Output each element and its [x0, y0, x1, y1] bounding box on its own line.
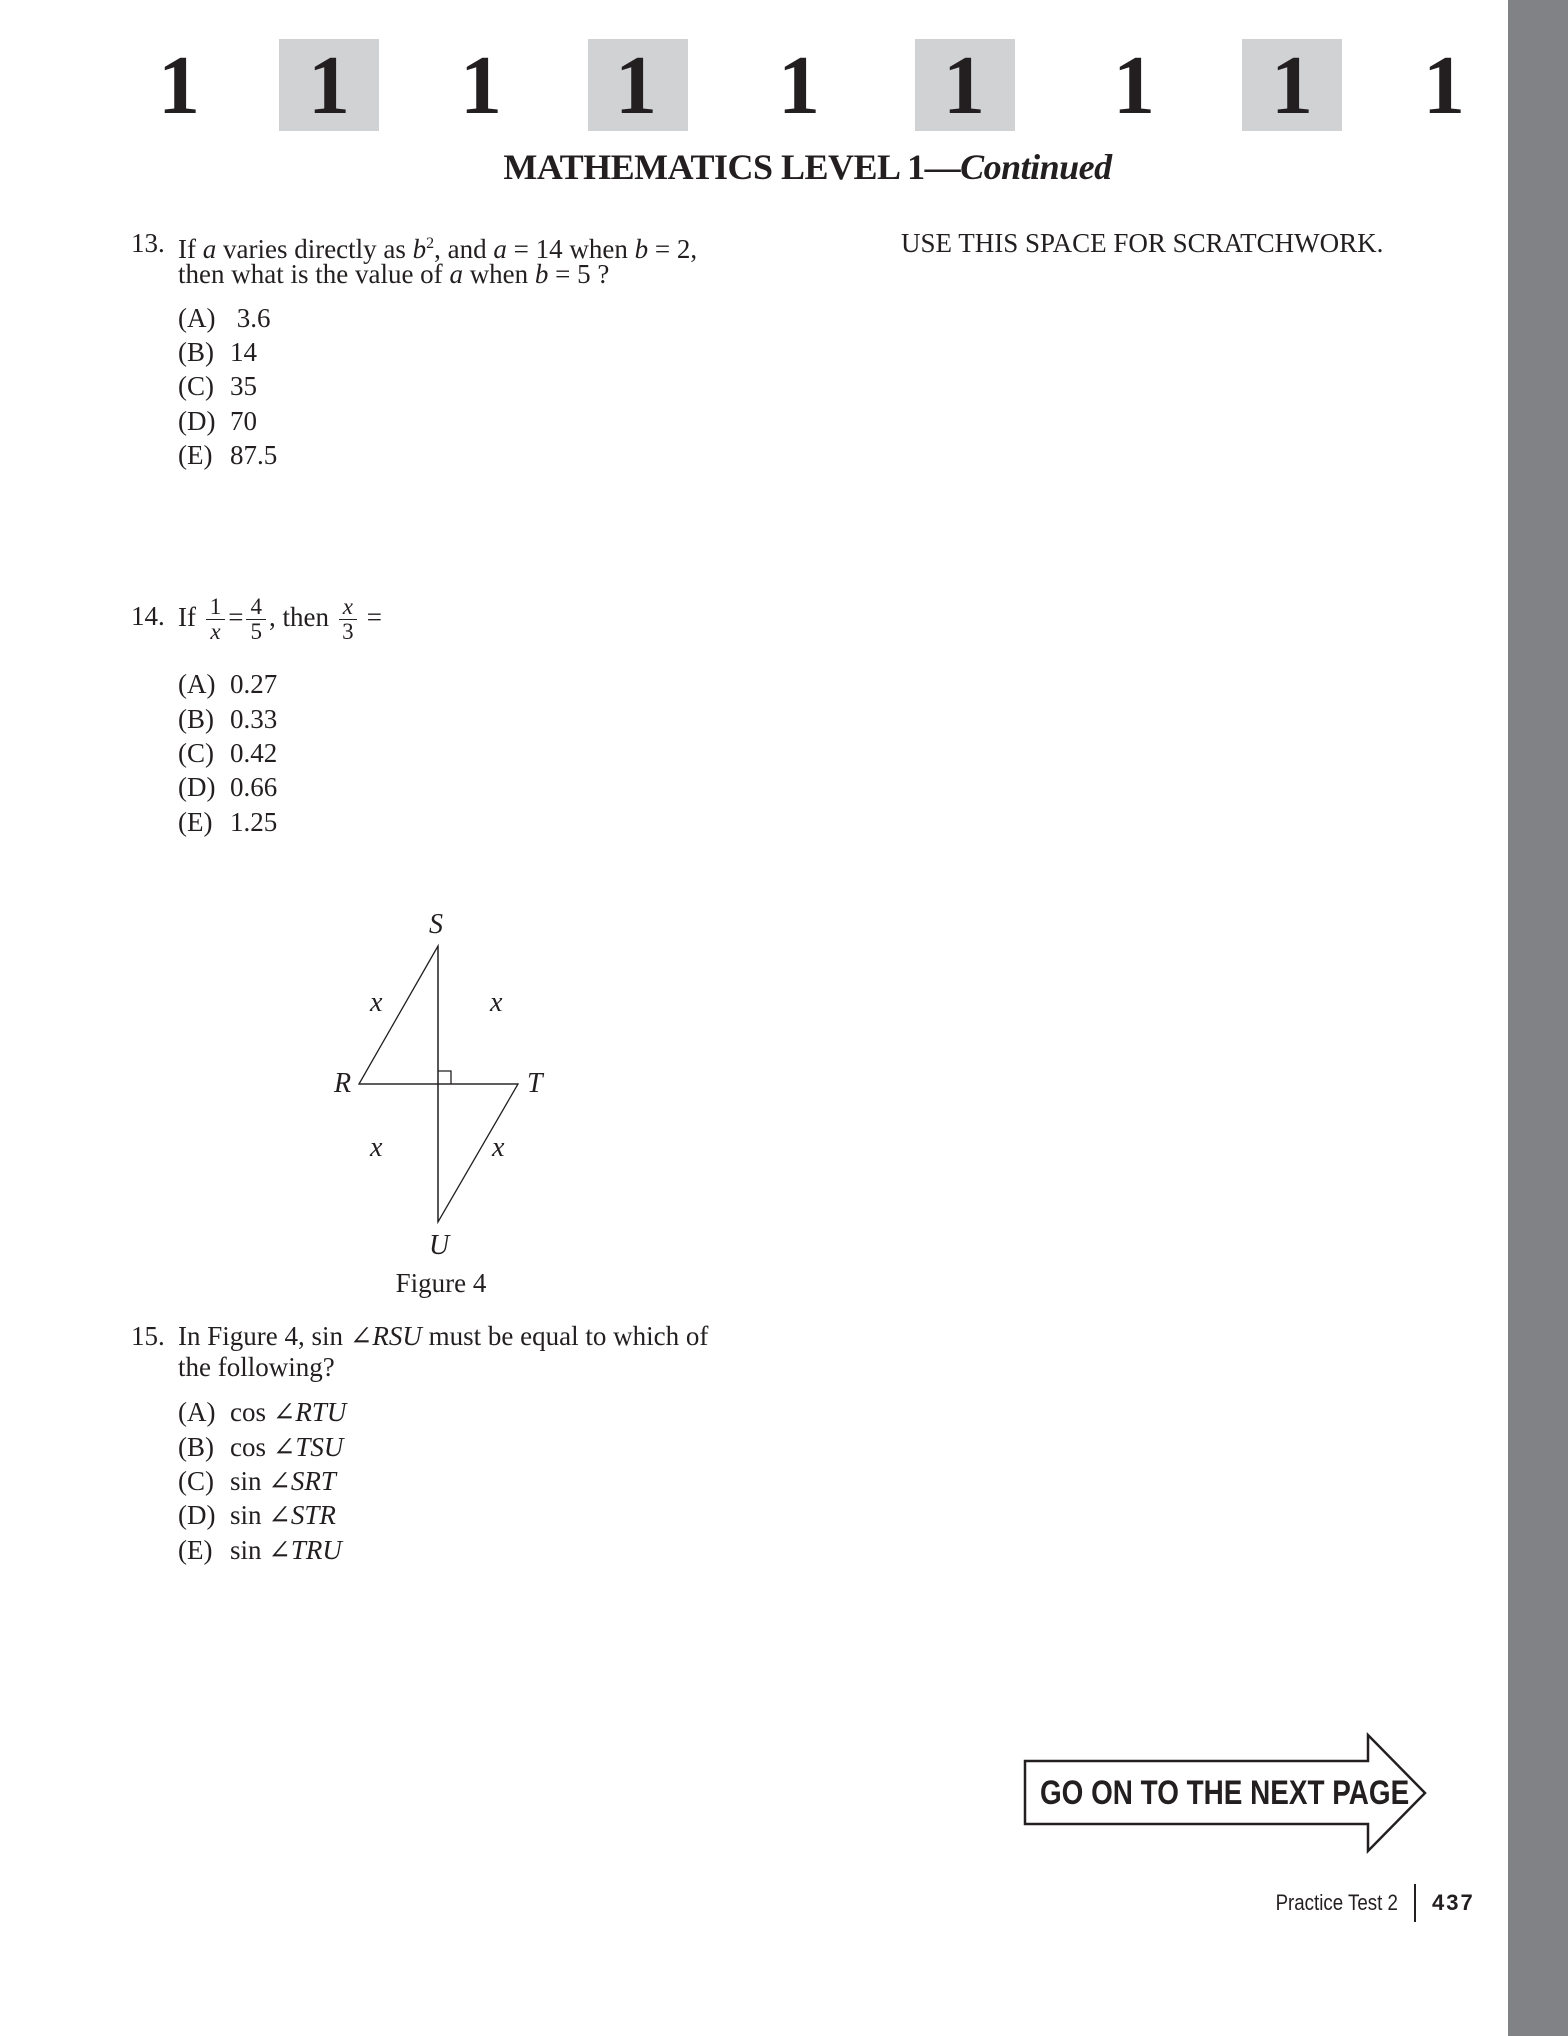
equals: = — [228, 602, 244, 632]
option-text: 35 — [230, 371, 257, 401]
section-digit: 1 — [1423, 39, 1465, 132]
stem-text: when — [462, 259, 535, 289]
angle: ∠RSU — [349, 1321, 422, 1351]
option-letter: (D) — [178, 1500, 216, 1530]
question-stem — [178, 578, 382, 656]
denominator: x — [210, 619, 221, 645]
figure-4-rhombus — [300, 880, 600, 1300]
denominator: 5 — [250, 619, 262, 645]
fraction — [339, 595, 357, 644]
var: a — [202, 234, 217, 264]
var: a — [449, 259, 463, 289]
equals: = — [366, 602, 382, 632]
page-edge-tab — [1508, 0, 1568, 2036]
answer-option[interactable] — [178, 772, 277, 803]
option-letter: (D) — [178, 772, 216, 802]
option-angle: ∠TSU — [272, 1432, 344, 1462]
stem-text: = 5 ? — [548, 259, 610, 289]
answer-option[interactable] — [178, 704, 277, 735]
stem-text: must be equal to which of — [421, 1321, 709, 1351]
stem-text: , then — [268, 602, 329, 632]
option-letter: (B) — [178, 704, 214, 734]
question-stem-line2 — [178, 259, 609, 290]
exponent: 2 — [426, 235, 435, 252]
section-digit: 1 — [460, 39, 502, 132]
option-fn: sin — [230, 1500, 269, 1530]
option-text: 1.25 — [230, 807, 278, 837]
footer-divider — [1414, 1884, 1416, 1922]
option-letter: (B) — [178, 1432, 214, 1462]
option-text: 70 — [230, 406, 257, 436]
section-digit: 1 — [778, 39, 820, 132]
numerator: x — [339, 595, 357, 620]
title-main: MATHEMATICS LEVEL 1— — [503, 147, 961, 187]
stem-text: = 14 when — [506, 234, 635, 264]
fraction — [246, 595, 266, 644]
var: b — [412, 234, 427, 264]
option-fn: cos — [230, 1432, 273, 1462]
var: b — [534, 259, 549, 289]
option-angle: ∠STR — [268, 1500, 336, 1530]
answer-option[interactable] — [178, 1500, 336, 1531]
option-angle: ∠SRT — [268, 1466, 336, 1496]
stem-text: If — [178, 602, 196, 632]
option-text: 0.33 — [230, 704, 278, 734]
vertex-label-u: U — [429, 1230, 450, 1261]
section-digit: 1 — [158, 39, 200, 132]
option-text: 3.6 — [230, 303, 271, 333]
stem-text: = 2, — [648, 234, 698, 264]
option-fn: sin — [230, 1466, 269, 1496]
answer-option[interactable] — [178, 337, 257, 368]
scratchwork-label: USE THIS SPACE FOR SCRATCHWORK. — [901, 228, 1384, 258]
option-fn: cos — [230, 1397, 273, 1427]
option-letter: (C) — [178, 371, 214, 401]
option-letter: (A) — [178, 1397, 216, 1427]
side-label: x — [490, 987, 503, 1018]
page-number: 437 — [1432, 1890, 1475, 1915]
right-angle-mark — [438, 1071, 451, 1084]
stem-text: varies directly as — [216, 234, 413, 264]
stem-text: , and — [434, 234, 494, 264]
option-angle: ∠RTU — [272, 1397, 347, 1427]
answer-option[interactable] — [178, 1466, 336, 1497]
page-title — [0, 146, 1568, 188]
option-letter: (D) — [178, 406, 216, 436]
stem-text: If — [178, 234, 203, 264]
rhombus-diagram — [300, 880, 600, 1300]
side-label: x — [370, 1132, 383, 1163]
option-letter: (B) — [178, 337, 214, 367]
stem-text: then what is the value of — [178, 259, 450, 289]
stem-text: In Figure 4, sin — [178, 1321, 350, 1351]
section-digit: 1 — [1113, 39, 1155, 132]
answer-option[interactable] — [178, 440, 277, 471]
section-digit: 1 — [943, 39, 985, 132]
option-text: 0.42 — [230, 738, 278, 768]
answer-option[interactable] — [178, 738, 277, 769]
figure-caption: Figure 4 — [395, 1268, 487, 1298]
question-number: 15. — [131, 1321, 165, 1351]
vertex-label-t: T — [527, 1068, 543, 1099]
option-fn: sin — [230, 1535, 269, 1565]
option-letter: (E) — [178, 440, 213, 470]
option-letter: (A) — [178, 303, 216, 333]
footer-section-label: Practice Test 2 — [1275, 1890, 1398, 1915]
title-continued: Continued — [960, 147, 1112, 187]
go-on-label: GO ON TO THE NEXT PAGE — [1040, 1774, 1410, 1812]
side-label: x — [370, 987, 383, 1018]
answer-option[interactable] — [178, 406, 257, 437]
option-letter: (A) — [178, 669, 216, 699]
answer-option[interactable] — [178, 807, 277, 838]
var: a — [493, 234, 507, 264]
option-letter: (E) — [178, 1535, 213, 1565]
question-number: 14. — [131, 601, 165, 631]
option-letter: (C) — [178, 738, 214, 768]
denominator: 3 — [342, 619, 354, 645]
option-letter: (C) — [178, 1466, 214, 1496]
section-digit: 1 — [615, 39, 657, 132]
section-digit: 1 — [1271, 39, 1313, 132]
vertex-label-s: S — [429, 909, 443, 940]
option-letter: (E) — [178, 807, 213, 837]
fraction — [206, 595, 226, 644]
var: b — [634, 234, 649, 264]
side-label: x — [492, 1132, 505, 1163]
question-stem-line2: the following? — [178, 1352, 335, 1382]
question-stem — [178, 1321, 708, 1352]
answer-option[interactable] — [178, 371, 257, 402]
answer-option[interactable] — [178, 303, 271, 334]
option-text: 0.27 — [230, 669, 278, 699]
section-digit: 1 — [308, 39, 350, 132]
option-text: 0.66 — [230, 772, 278, 802]
question-number: 13. — [131, 228, 165, 258]
vertex-label-r: R — [334, 1068, 352, 1099]
answer-option[interactable] — [178, 1397, 346, 1428]
option-text: 14 — [230, 337, 257, 367]
answer-option[interactable] — [178, 1432, 343, 1463]
numerator: 4 — [246, 595, 266, 620]
option-angle: ∠TRU — [268, 1535, 342, 1565]
answer-option[interactable] — [178, 1535, 342, 1566]
numerator: 1 — [206, 595, 226, 620]
answer-option[interactable] — [178, 669, 277, 700]
option-text: 87.5 — [230, 440, 278, 470]
